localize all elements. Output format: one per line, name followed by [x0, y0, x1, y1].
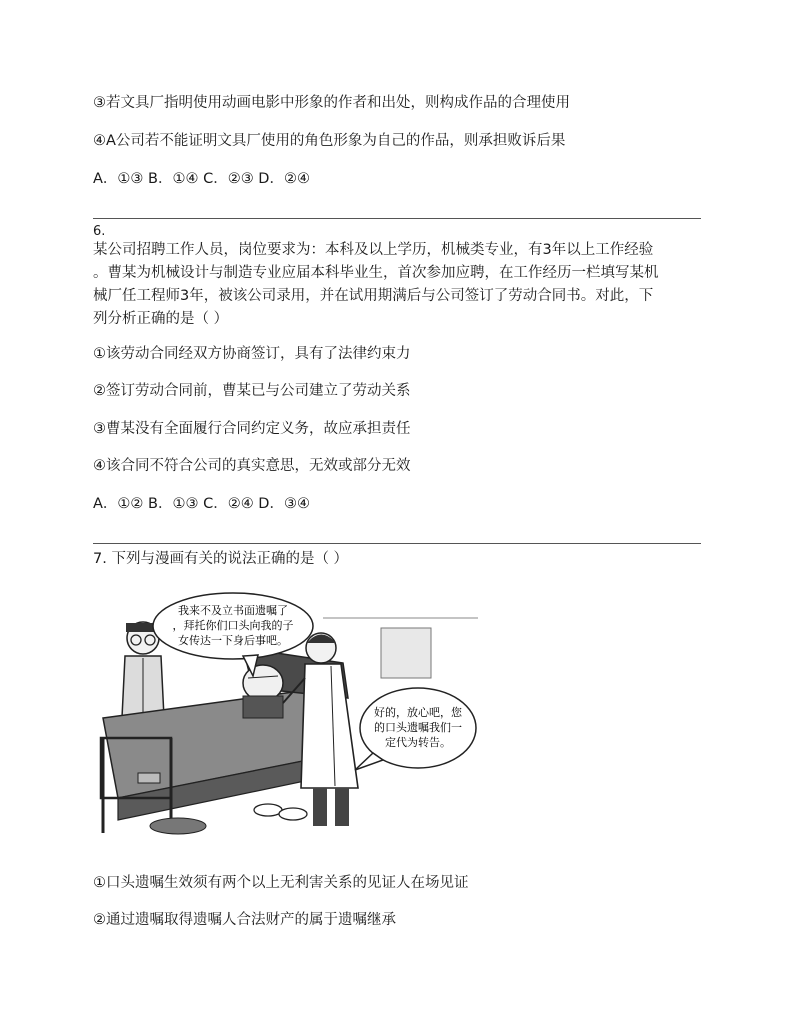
- bubble-left-line-1: 我来不及立书面遗嘱了: [178, 604, 288, 617]
- q6-option-2: ②签订劳动合同前，曹某已与公司建立了劳动关系: [93, 383, 411, 399]
- bubble-left-line-2: ，拜托你们口头向我的子: [172, 619, 294, 632]
- q6-stem-line-1: 某公司招聘工作人员，岗位要求为：本科及以上学历，机械类专业，有3年以上工作经验: [93, 242, 654, 258]
- q5-option-4: ④A公司若不能证明文具厂使用的角色形象为自己的作品，则承担败诉后果: [93, 133, 566, 149]
- q6-stem-line-4: 列分析正确的是（ ）: [93, 311, 229, 327]
- q7-option-2: ②通过遗嘱取得遗嘱人合法财产的属于遗嘱继承: [93, 912, 396, 928]
- bubble-right-line-1: 好的，放心吧，您: [374, 706, 462, 719]
- q6-number: 6.: [93, 224, 106, 239]
- q6-option-4: ④该合同不符合公司的真实意思，无效或部分无效: [93, 458, 411, 474]
- divider-q5-q6: [93, 218, 701, 219]
- q7-option-1: ①口头遗嘱生效须有两个以上无利害关系的见证人在场见证: [93, 875, 469, 891]
- q7-cartoon-image: [93, 588, 478, 843]
- q5-option-3: ③若文具厂指明使用动画电影中形象的作者和出处，则构成作品的合理使用: [93, 95, 570, 111]
- q6-answer-choices: A．①② B．①③ C．②④ D．③④: [93, 496, 310, 512]
- q7-stem: 7. 下列与漫画有关的说法正确的是（ ）: [93, 551, 349, 567]
- q6-stem-line-3: 械厂任工程师3年，被该公司录用，并在试用期满后与公司签订了劳动合同书。对此，下: [93, 288, 654, 304]
- q5-answer-choices: A．①③ B．①④ C．②③ D．②④: [93, 171, 310, 187]
- q6-option-3: ③曹某没有全面履行合同约定义务，故应承担责任: [93, 421, 411, 437]
- q6-stem-line-2: 。曹某为机械设计与制造专业应届本科毕业生，首次参加应聘，在工作经历一栏填写某机: [93, 265, 659, 281]
- divider-q6-q7: [93, 543, 701, 544]
- bubble-right-line-3: 定代为转告。: [385, 736, 451, 749]
- patient-figure: [243, 665, 283, 718]
- q6-option-1: ①该劳动合同经双方协商签订，具有了法律约束力: [93, 346, 411, 362]
- q6-stem: [93, 239, 705, 331]
- bubble-left-line-3: 女传达一下身后事吧。: [178, 634, 288, 647]
- bubble-right-line-2: 的口头遗嘱我们一: [374, 721, 462, 734]
